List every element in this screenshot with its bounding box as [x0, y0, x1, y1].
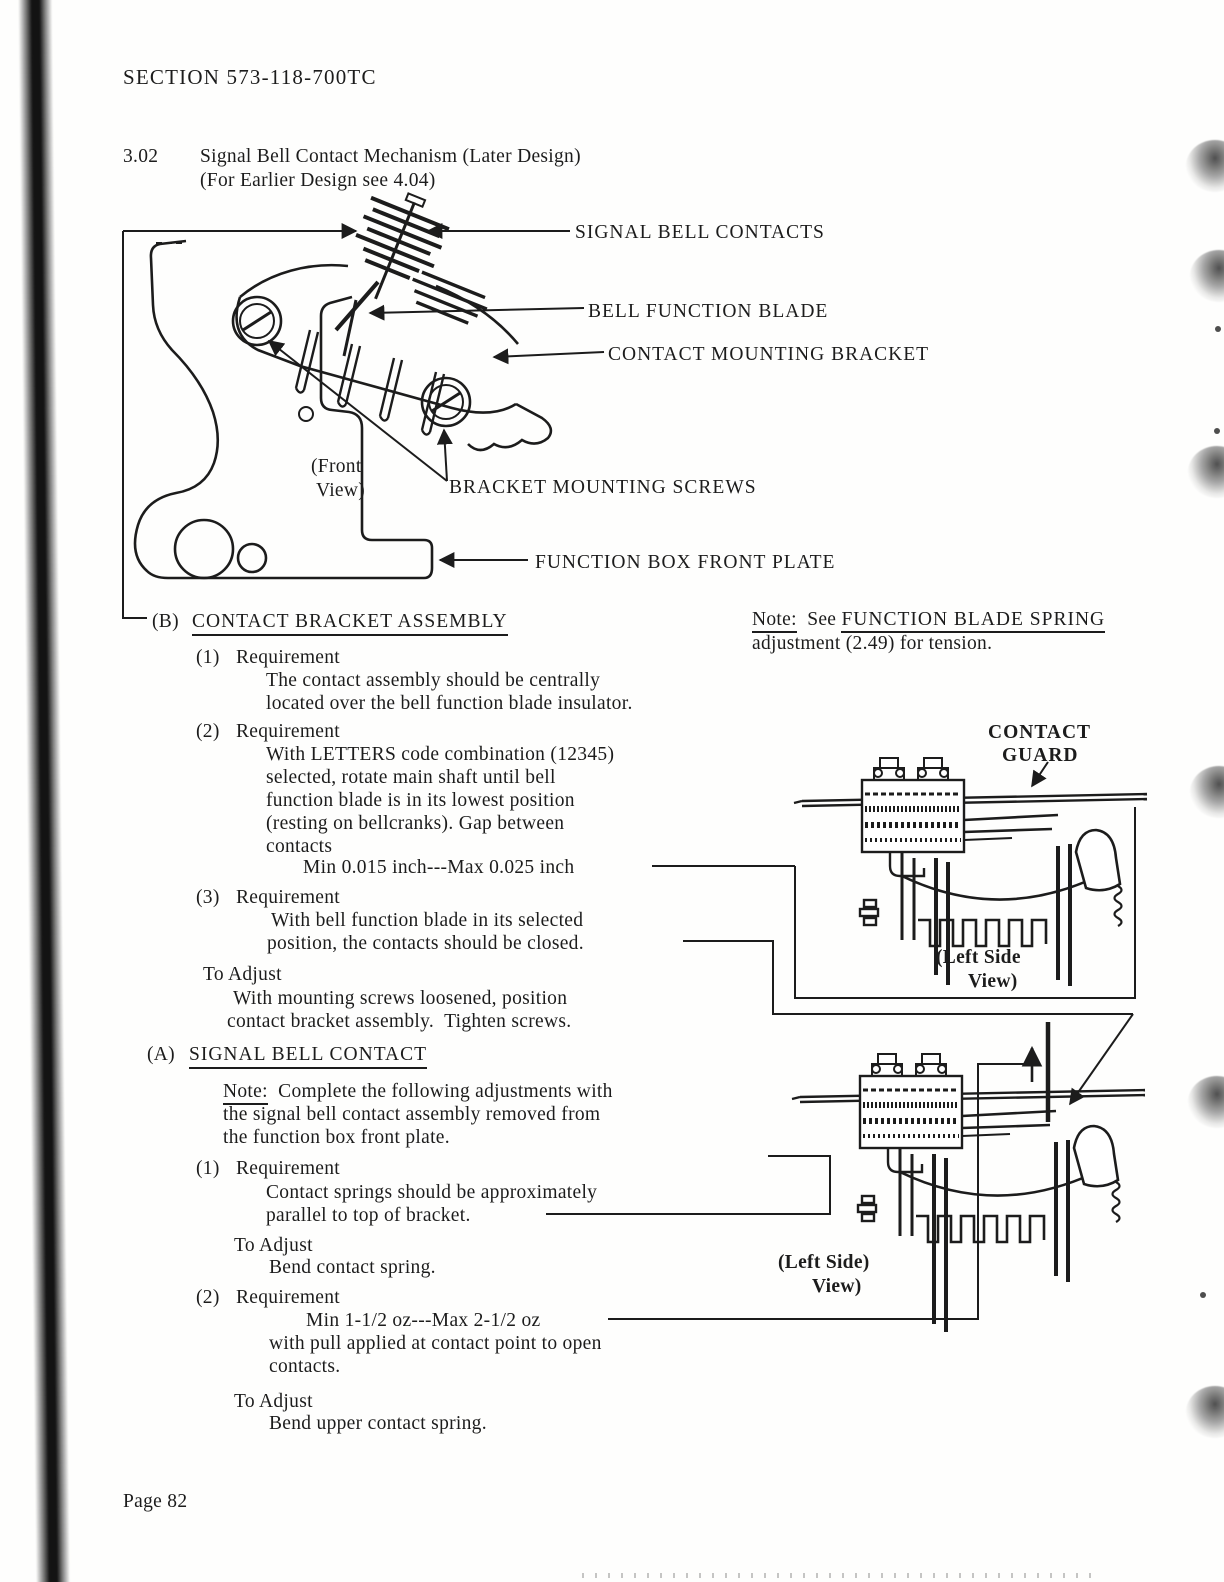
b-req3-label: Requirement [236, 887, 341, 908]
cross-reference: FUNCTION BLADE SPRING [841, 609, 1105, 633]
b-req2-text: function blade is in its lowest position [266, 790, 575, 811]
paragraph-title-line2: (For Earlier Design see 4.04) [200, 170, 436, 191]
scan-dot [1214, 428, 1220, 434]
label-left-side-view-lower-1: (Left Side) [778, 1252, 870, 1273]
scan-dot [1215, 326, 1221, 332]
scan-dot [1200, 1292, 1206, 1298]
section-b-tag: (B) [152, 611, 179, 632]
label-contact-guard-1: CONTACT [988, 722, 1092, 743]
a-req2-text: with pull applied at contact point to open [269, 1333, 602, 1354]
a-req2-text: contacts. [269, 1356, 341, 1377]
section-b-note-line1: Note: See FUNCTION BLADE SPRING [752, 608, 1105, 631]
section-a-heading: SIGNAL BELL CONTACT [189, 1043, 427, 1069]
a-req1-label: Requirement [236, 1158, 341, 1179]
label-contact-guard-2: GUARD [1002, 745, 1079, 766]
section-header: SECTION 573-118-700TC [123, 65, 377, 89]
b-req3-text: position, the contacts should be closed. [267, 933, 584, 954]
b-req1-num: (1) [196, 647, 220, 668]
scan-smudge [1186, 140, 1224, 192]
note-label: Note: [752, 609, 797, 633]
label-bracket-mounting-screws: BRACKET MOUNTING SCREWS [449, 477, 757, 498]
label-contact-mounting-bracket: CONTACT MOUNTING BRACKET [608, 344, 930, 365]
a-req1-num: (1) [196, 1158, 220, 1179]
a-adjust1-label: To Adjust [234, 1235, 313, 1256]
label-left-side-view-upper-2: View) [968, 971, 1018, 992]
paragraph-title-line1: Signal Bell Contact Mechanism (Later Design) [200, 146, 581, 167]
b-adjust-text: contact bracket assembly. Tighten screws. [227, 1011, 572, 1032]
scan-smudge [1188, 1076, 1224, 1128]
b-req2-spec: Min 0.015 inch---Max 0.025 inch [303, 857, 575, 878]
b-req2-text: contacts [266, 836, 333, 857]
label-signal-bell-contacts: SIGNAL BELL CONTACTS [575, 222, 825, 243]
b-req2-num: (2) [196, 721, 220, 742]
label-left-side-view-lower-2: View) [812, 1276, 862, 1297]
a-req2-label: Requirement [236, 1287, 341, 1308]
a-req2-num: (2) [196, 1287, 220, 1308]
label-front-view-1: (Front [311, 456, 362, 477]
b-req1-text: located over the bell function blade insulator. [266, 693, 633, 714]
section-b-heading: CONTACT BRACKET ASSEMBLY [192, 610, 508, 636]
section-a-note-line2: the signal bell contact assembly removed from [223, 1104, 601, 1125]
cutoff-text-remnant [582, 1573, 1102, 1578]
b-adjust-text: With mounting screws loosened, position [233, 988, 568, 1009]
scan-edge-bar [18, 0, 70, 1582]
scan-smudge [1186, 1386, 1224, 1438]
section-a-tag: (A) [147, 1044, 175, 1065]
b-req3-num: (3) [196, 887, 220, 908]
paragraph-number: 3.02 [123, 146, 159, 167]
note-label: Note: [223, 1081, 268, 1105]
section-a-note-line1: Note: Complete the following adjustments with [223, 1080, 613, 1103]
b-req1-text: The contact assembly should be centrally [266, 670, 601, 691]
a-req1-text: parallel to top of bracket. [266, 1205, 471, 1226]
scan-smudge [1188, 446, 1224, 498]
b-req3-text: With bell function blade in its selected [271, 910, 584, 931]
b-adjust-label: To Adjust [203, 964, 282, 985]
a-adjust1-text: Bend contact spring. [269, 1257, 436, 1278]
scan-smudge [1190, 766, 1224, 818]
b-req2-label: Requirement [236, 721, 341, 742]
a-req2-spec: Min 1-1/2 oz---Max 2-1/2 oz [306, 1310, 541, 1331]
section-b-note-line2: adjustment (2.49) for tension. [752, 633, 993, 654]
label-function-box-front-plate: FUNCTION BOX FRONT PLATE [535, 552, 836, 573]
a-adjust2-label: To Adjust [234, 1391, 313, 1412]
b-req1-label: Requirement [236, 647, 341, 668]
label-bell-function-blade: BELL FUNCTION BLADE [588, 301, 829, 322]
b-req2-text: With LETTERS code combination (12345) [266, 744, 615, 765]
b-req2-text: selected, rotate main shaft until bell [266, 767, 556, 788]
section-a-note-line3: the function box front plate. [223, 1127, 450, 1148]
a-adjust2-text: Bend upper contact spring. [269, 1413, 487, 1434]
label-front-view-2: View) [316, 480, 366, 501]
page-number: Page 82 [123, 1491, 188, 1512]
b-req2-text: (resting on bellcranks). Gap between [266, 813, 565, 834]
label-left-side-view-upper-1: (Left Side [936, 947, 1021, 968]
a-req1-text: Contact springs should be approximately [266, 1182, 598, 1203]
scan-smudge [1190, 250, 1224, 302]
